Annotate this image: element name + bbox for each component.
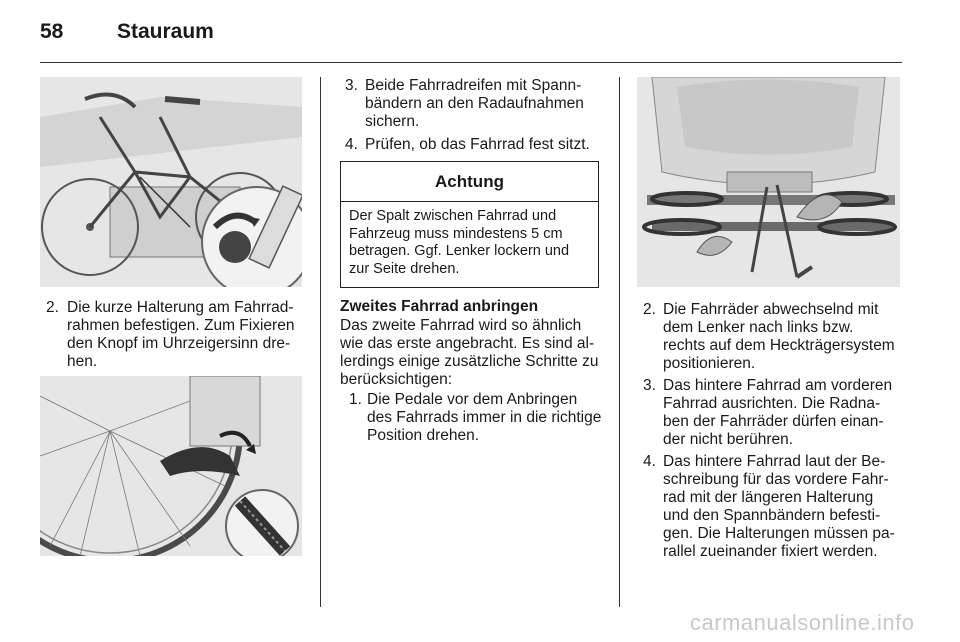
step-number: 3. bbox=[643, 377, 656, 394]
step-text-line: ben der Fahrräder dürfen einan- bbox=[663, 413, 884, 430]
section-title: Stauraum bbox=[117, 20, 214, 43]
step-number: 4. bbox=[345, 136, 358, 153]
step-text-line: rallel zueinander fixiert werden. bbox=[663, 543, 878, 560]
watermark-text: carmanualsonline.info bbox=[690, 610, 915, 635]
warning-line: betragen. Ggf. Lenker lockern und bbox=[349, 243, 570, 259]
step-text-line: Die Pedale vor dem Anbringen bbox=[367, 391, 578, 408]
step-text-line: rechts auf dem Heckträgersystem bbox=[663, 337, 895, 354]
step-number: 2. bbox=[643, 301, 656, 318]
bicycle-mounting-illustration bbox=[40, 77, 302, 287]
step-text-line: gen. Die Halterungen müssen pa- bbox=[663, 525, 895, 542]
step-text-line: sichern. bbox=[365, 113, 420, 130]
step-text-line: der nicht berühren. bbox=[663, 431, 794, 448]
step-text-line: schreibung für das vordere Fahr- bbox=[663, 471, 889, 488]
step-text-line: Fahrrad ausrichten. Die Radna- bbox=[663, 395, 881, 412]
step-text-line: Das hintere Fahrrad am vorderen bbox=[663, 377, 893, 394]
warning-line: zur Seite drehen. bbox=[349, 260, 460, 277]
step-text-line: rahmen befestigen. Zum Fixieren bbox=[67, 317, 295, 334]
step-text-line: bändern an den Radaufnahmen bbox=[365, 95, 584, 112]
right-step-4 bbox=[643, 453, 905, 561]
step-text-line: den Knopf im Uhrzeigersinn dre- bbox=[67, 335, 291, 352]
column-divider-right bbox=[619, 77, 620, 607]
step-text-line: Das hintere Fahrrad laut der Be- bbox=[663, 453, 886, 470]
step-text-line: Prüfen, ob das Fahrrad fest sitzt. bbox=[365, 136, 590, 153]
intro-paragraph bbox=[340, 317, 610, 389]
step-text-line: Die Fahrräder abwechselnd mit bbox=[663, 301, 879, 318]
middle-step-4 bbox=[345, 136, 605, 156]
step-number: 4. bbox=[643, 453, 656, 470]
page-header bbox=[40, 18, 920, 62]
warning-line: Der Spalt zwischen Fahrrad und bbox=[349, 208, 557, 224]
column-divider-left bbox=[320, 77, 321, 607]
warning-box bbox=[340, 161, 599, 288]
step-text-line: Die kurze Halterung am Fahrrad- bbox=[67, 299, 294, 316]
step-text-line: positionieren. bbox=[663, 355, 756, 372]
right-step-3 bbox=[643, 377, 905, 449]
step-text-line: des Fahrrads immer in die richtige bbox=[367, 409, 602, 426]
paragraph-line: berücksichtigen: bbox=[340, 371, 453, 388]
step-text-line: Position drehen. bbox=[367, 427, 480, 444]
step-number: 2. bbox=[46, 299, 59, 316]
header-divider bbox=[40, 62, 902, 63]
wheel-strap-illustration bbox=[40, 376, 302, 556]
middle-step-1 bbox=[349, 391, 609, 447]
step-text-line: hen. bbox=[67, 353, 98, 370]
step-text-line: rad mit der längeren Halterung bbox=[663, 489, 874, 506]
step-text-line: Beide Fahrradreifen mit Spann- bbox=[365, 77, 582, 94]
subheading-second-bike: Zweites Fahrrad anbringen bbox=[340, 298, 539, 315]
warning-title: Achtung bbox=[341, 162, 598, 202]
step-number: 1. bbox=[349, 391, 362, 408]
step-number: 3. bbox=[345, 77, 358, 94]
step-text-line: dem Lenker nach links bzw. bbox=[663, 319, 854, 336]
warning-line: Fahrzeug muss mindestens 5 cm bbox=[349, 225, 563, 242]
paragraph-line: wie das erste angebracht. Es sind al- bbox=[340, 335, 595, 352]
warning-body bbox=[341, 202, 598, 284]
paragraph-line: Das zweite Fahrrad wird so ähnlich bbox=[340, 317, 582, 334]
paragraph-line: lerdings einige zusätzliche Schritte zu bbox=[340, 353, 599, 370]
left-step-2 bbox=[46, 299, 306, 371]
page-number: 58 bbox=[40, 20, 64, 43]
two-bikes-carrier-illustration bbox=[637, 77, 900, 287]
middle-step-3 bbox=[345, 77, 605, 133]
right-step-2 bbox=[643, 301, 905, 373]
step-text-line: und den Spannbändern befesti- bbox=[663, 507, 881, 524]
